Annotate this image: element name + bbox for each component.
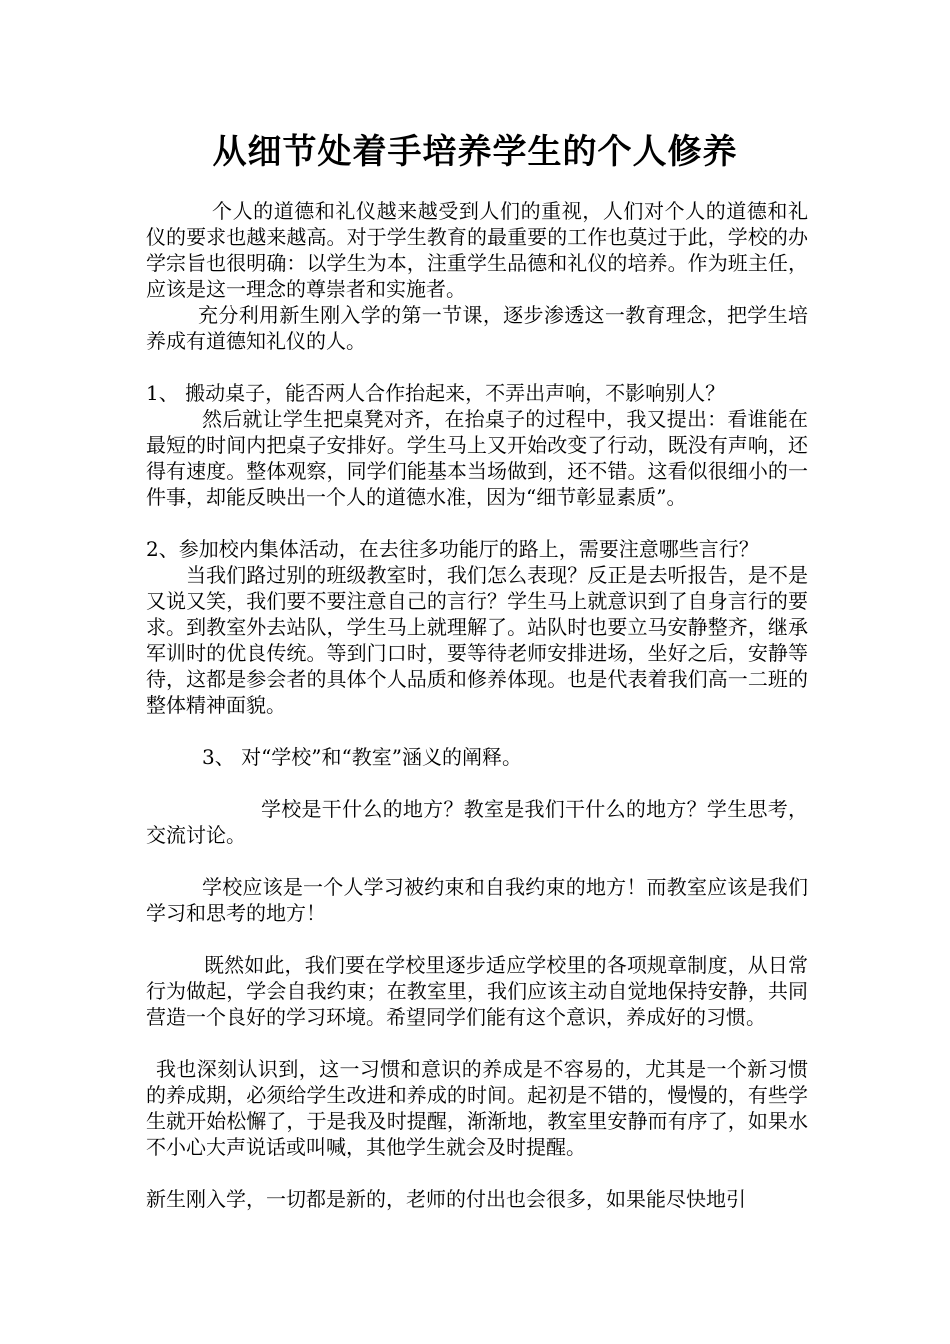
paragraph-gap bbox=[146, 1160, 808, 1186]
paragraph-gap bbox=[146, 770, 808, 796]
paragraph-gap bbox=[146, 848, 808, 874]
section-heading-1: 1、 搬动桌子，能否两人合作抬起来，不弄出声响，不影响别人？ bbox=[146, 381, 726, 405]
paragraph-questions: 学校是干什么的地方？教室是我们干什么的地方？学生思考，交流讨论。 bbox=[146, 797, 808, 847]
paragraph-new-students: 新生刚入学，一切都是新的，老师的付出也会很多，如果能尽快地引 bbox=[146, 1187, 746, 1211]
paragraph-school-meaning: 学校应该是一个人学习被约束和自我约束的地方！而教室应该是我们学习和思考的地方！ bbox=[146, 875, 808, 925]
section-heading-3: 3、 对“学校”和“教室”涵义的阐释。 bbox=[202, 745, 522, 769]
paragraph-desks: 然后就让学生把桌凳对齐，在抬桌子的过程中，我又提出：看谁能在最短的时间内把桌子安排好。学生马上又开始改变了行动，既没有声响，还得有速度。整体观察，同学们能基本当场做到，还不错。这看似很细小的一件事，却能反映出一个人的道德水准，因为“细节彰显素质”。 bbox=[146, 407, 808, 509]
section-heading-2: 2、参加校内集体活动，在去往多功能厅的路上，需要注意哪些言行？ bbox=[146, 537, 759, 561]
paragraph-self-discipline: 既然如此，我们要在学校里逐步适应学校里的各项规章制度，从日常行为做起，学会自我约束；在教室里，我们应该主动自觉地保持安静，共同营造一个良好的学习环境。希望同学们能有这个意识，养成好的习惯。 bbox=[146, 953, 808, 1029]
paragraph-gap bbox=[146, 1030, 808, 1056]
paragraph-intro: 个人的道德和礼仪越来越受到人们的重视，人们对个人的道德和礼仪的要求也越来越高。对于学生教育的最重要的工作也莫过于此，学校的办学宗旨也很明确：以学生为本，注重学生品德和礼仪的培养。作为班主任，应该是这一理念的尊崇者和实施者。 bbox=[146, 199, 808, 301]
paragraph-first-lesson: 充分利用新生刚入学的第一节课，逐步渗透这一教育理念，把学生培养成有道德知礼仪的人。 bbox=[146, 303, 808, 353]
document-body bbox=[146, 198, 808, 1212]
document-title: 从细节处着手培养学生的个人修养 bbox=[212, 132, 738, 172]
paragraph-habits: 我也深刻认识到，这一习惯和意识的养成是不容易的，尤其是一个新习惯的养成期，必须给学生改进和养成的时间。起初是不错的，慢慢的，有些学生就开始松懈了，于是我及时提醒，渐渐地，教室里安静而有序了，如果水不小心大声说话或叫喊，其他学生就会及时提醒。 bbox=[146, 1057, 808, 1159]
paragraph-gap bbox=[146, 926, 808, 952]
paragraph-gap bbox=[146, 718, 808, 744]
paragraph-gap bbox=[146, 354, 808, 380]
paragraph-activity: 当我们路过别的班级教室时，我们怎么表现？反正是去听报告，是不是又说又笑，我们要不要注意自己的言行？学生马上就意识到了自身言行的要求。到教室外去站队，学生马上就理解了。站队时也要立马安静整齐，继承军训时的优良传统。等到门口时，要等待老师安排进场，坐好之后，安静等待，这都是参会者的具体个人品质和修养体现。也是代表着我们高一二班的整体精神面貌。 bbox=[146, 563, 808, 717]
paragraph-gap bbox=[146, 510, 808, 536]
